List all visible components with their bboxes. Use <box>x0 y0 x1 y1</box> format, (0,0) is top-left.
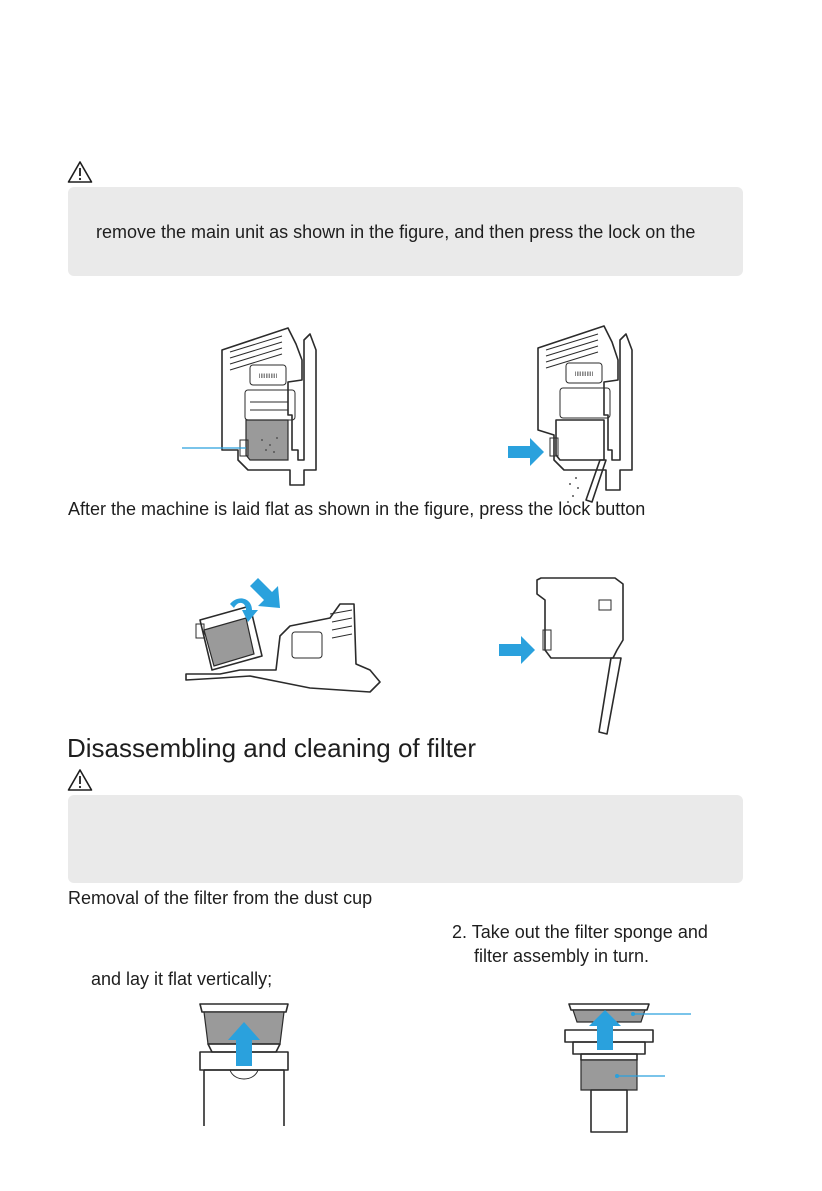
filter-removal-subheading: Removal of the filter from the dust cup <box>68 888 373 908</box>
figure-main-unit-dust-cup <box>170 320 330 500</box>
figure-filter-sponge-assembly <box>555 1000 705 1135</box>
warning-triangle-icon <box>67 768 93 792</box>
svg-text:IIIIIIIIIII: IIIIIIIIIII <box>574 372 594 378</box>
figure-laid-flat-removal <box>180 570 390 710</box>
warning-triangle-icon <box>67 160 93 184</box>
warning-note-text: remove the main unit as shown in the figure, and then press the lock on the <box>96 222 696 242</box>
svg-text:IIIIIIIIIII: IIIIIIIIIII <box>258 374 278 380</box>
warning-note-box <box>68 187 743 276</box>
caption-laid-flat: After the machine is laid flat as shown in the figure, press the lock button <box>68 499 646 519</box>
section-title: Disassembling and cleaning of filter <box>67 733 476 763</box>
filter-warning-note-box <box>68 795 743 883</box>
figure-filter-lift <box>190 1000 300 1130</box>
step-2-line-1: 2. Take out the filter sponge and <box>452 922 708 942</box>
step-1-text: and lay it flat vertically; <box>91 969 273 989</box>
figure-dust-cup-lid <box>495 570 645 740</box>
step-2-line-2: filter assembly in turn. <box>474 946 650 966</box>
figure-dust-cup-opening <box>500 320 650 510</box>
